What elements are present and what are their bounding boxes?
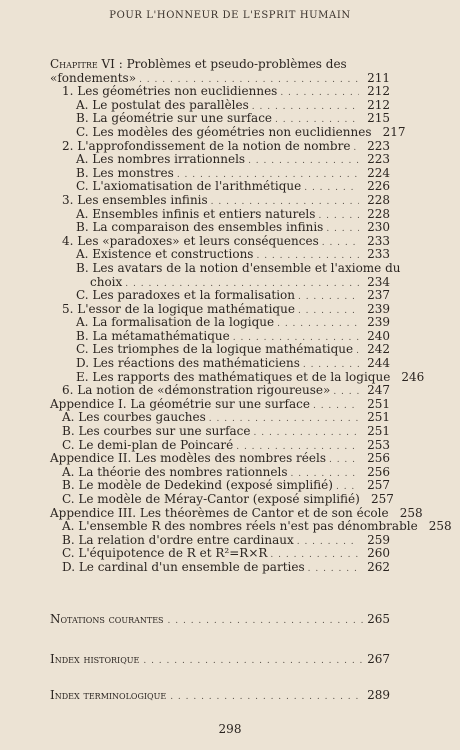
toc-entry-page: 230	[367, 220, 390, 235]
toc-entry	[50, 112, 390, 126]
toc-entry	[50, 343, 390, 357]
toc-entry-title: A. Les courbes gauches	[62, 410, 206, 425]
toc-entry-title: A. L'ensemble R des nombres réels n'est pas dénombrable	[62, 519, 418, 534]
toc-entry-page: 246	[401, 369, 425, 384]
toc-entry	[50, 369, 425, 385]
toc-entry	[50, 167, 390, 181]
toc-entry	[50, 411, 390, 425]
toc-entry	[50, 235, 390, 249]
leader-dots	[143, 656, 363, 666]
toc-entry-page: 237	[367, 288, 390, 303]
toc-entry-title: C. Le modèle de Méray-Cantor (exposé simplifié)	[62, 492, 360, 506]
toc-entry-title: choix	[90, 274, 123, 289]
toc-entry-title: B. La métamathématique	[76, 328, 230, 343]
toc-entry	[50, 72, 390, 86]
toc-entry	[50, 316, 390, 330]
toc-entry-page: 211	[367, 70, 390, 85]
toc-entry	[50, 479, 390, 493]
toc-entry	[50, 425, 390, 439]
toc-entry-page: 258	[399, 505, 423, 520]
toc-entry	[50, 466, 390, 480]
toc-entry	[50, 260, 401, 276]
toc-entry-title: C. Les modèles des géométries non euclidiennes	[76, 124, 372, 139]
toc-entry-page: 226	[367, 179, 390, 194]
toc-entry-title: Appendice III. Les théorèmes de Cantor et de son école	[50, 505, 389, 520]
toc-entry-page: 251	[367, 396, 390, 411]
toc-extra-index-historique	[50, 652, 390, 666]
leader-dots	[168, 616, 364, 626]
toc-entry	[50, 534, 390, 548]
toc-entry-title: B. Les monstres	[76, 165, 174, 180]
toc-entry-title: 5. L'essor de la logique mathématique	[62, 301, 295, 316]
toc-entry-page: 224	[367, 165, 390, 180]
toc-entry-title: A. Le postulat des parallèles	[76, 97, 249, 112]
toc-entry-title: B. Les courbes sur une surface	[62, 424, 251, 439]
toc-entry	[50, 194, 390, 208]
toc-entry-title: Appendice I. La géométrie sur une surface	[50, 396, 310, 411]
toc-entry-page: 233	[367, 247, 390, 262]
toc-entry-page: 239	[367, 315, 390, 330]
toc-entry	[50, 124, 406, 140]
toc-entry-title: 2. L'approfondissement de la notion de nombre	[62, 138, 351, 153]
toc-entry-page: 258	[428, 519, 452, 534]
toc-entry-page: 212	[367, 97, 390, 112]
toc-entry	[50, 519, 452, 534]
toc-entry-title: C. Les paradoxes et la formalisation	[76, 288, 295, 303]
toc-entry-page: 251	[367, 424, 390, 439]
toc-entry	[50, 357, 390, 371]
toc-entry-title: A. Existence et constructions	[76, 247, 254, 262]
toc-entry-page: 242	[367, 342, 390, 357]
toc-entry	[50, 384, 390, 398]
toc-entry-title: C. L'axiomatisation de l'arithmétique	[76, 179, 302, 194]
toc-entry-page: 217	[382, 124, 406, 139]
toc-entry-page: 212	[367, 84, 390, 99]
toc-entry-page: 223	[367, 152, 390, 167]
toc-entry-title: C. L'équipotence de R et R²=R×R	[62, 546, 268, 561]
toc-entry-page: 233	[367, 233, 390, 248]
running-header: POUR L'HONNEUR DE L'ESPRIT HUMAIN	[109, 10, 351, 21]
toc-entry-page: 256	[367, 464, 390, 479]
toc-entry-page: 253	[367, 437, 390, 452]
toc-entry	[50, 208, 390, 222]
toc-extra-label: Notations courantes	[50, 612, 164, 626]
toc-extra-page: 289	[367, 688, 390, 702]
toc-entry	[50, 180, 390, 194]
toc-entry-title: B. La comparaison des ensembles infinis	[76, 220, 324, 235]
toc-entry-page: 256	[367, 451, 390, 466]
toc-entry-title: B. Le modèle de Dedekind (exposé simplifié)	[62, 478, 333, 493]
toc-entry-page: 260	[367, 546, 390, 561]
toc-entry-page: 228	[367, 192, 390, 207]
toc-entry	[50, 58, 390, 72]
toc-entry	[50, 276, 390, 290]
toc-entry-page: 215	[367, 111, 390, 126]
toc-entry-title: B. La géométrie sur une surface	[76, 111, 273, 126]
toc-entry-title: E. Les rapports des mathématiques et de la logique	[76, 369, 391, 384]
chapter-word: Chapitre	[50, 57, 98, 71]
toc-entry	[50, 492, 394, 507]
toc-entry-title: C. Le demi-plan de Poincaré	[62, 437, 234, 452]
leader-dots	[308, 563, 359, 577]
toc-entry-page: 257	[367, 478, 390, 493]
toc-entry-title: Appendice II. Les modèles des nombres réels	[50, 451, 326, 466]
toc-entry-title: A. Ensembles infinis et entiers naturels	[76, 206, 316, 221]
table-of-contents	[50, 57, 452, 575]
toc-entry	[50, 140, 390, 154]
toc-entry	[50, 398, 390, 412]
toc-entry	[50, 303, 390, 317]
toc-extra-label: Index historique	[50, 652, 140, 666]
toc-entry	[50, 439, 390, 453]
toc-entry-title: «fondements»	[50, 70, 137, 85]
toc-entry-title: B. Les avatars de la notion d'ensemble et l'axiome du	[76, 260, 401, 275]
toc-entry	[50, 153, 390, 167]
toc-entry	[50, 547, 390, 561]
toc-entry	[50, 221, 390, 235]
toc-entry	[50, 452, 390, 466]
toc-entry	[50, 289, 390, 303]
toc-entry-title: A. Les nombres irrationnels	[76, 152, 246, 167]
toc-extra-notations	[50, 612, 390, 626]
toc-extra-index-terminologique	[50, 688, 390, 702]
toc-entry-page: 234	[367, 274, 390, 289]
toc-entry-title: D. Les réactions des mathématiciens	[76, 356, 300, 371]
toc-entry	[50, 85, 390, 99]
toc-entry	[50, 330, 390, 344]
toc-entry-page: 259	[367, 532, 390, 547]
toc-entry-page: 228	[367, 206, 390, 221]
toc-entry-title: Chapitre VI : Problèmes et pseudo-problèmes des	[50, 57, 347, 71]
toc-entry-page: 244	[367, 356, 390, 371]
toc-entry-title: 6. La notion de «démonstration rigoureuse»	[62, 383, 331, 398]
toc-entry-page: 247	[367, 383, 390, 398]
toc-entry	[50, 561, 390, 575]
toc-entry-title: C. Les triomphes de la logique mathématique	[76, 342, 354, 357]
toc-entry-title: D. Le cardinal d'un ensemble de parties	[62, 559, 305, 574]
toc-entry-page: 257	[370, 492, 394, 506]
toc-entry-page: 240	[367, 328, 390, 343]
toc-entry-title: A. La formalisation de la logique	[76, 315, 275, 330]
toc-extra-page: 265	[367, 612, 390, 626]
toc-entry-title: A. La théorie des nombres rationnels	[62, 464, 288, 479]
toc-extra-label: Index terminologique	[50, 688, 167, 702]
toc-entry-title: 1. Les géométries non euclidiennes	[62, 84, 278, 99]
toc-entry	[50, 248, 390, 262]
toc-entry-title: 3. Les ensembles infinis	[62, 192, 208, 207]
page-number: 298	[218, 722, 242, 736]
toc-entry	[50, 505, 423, 521]
toc-entry-page: 262	[367, 559, 390, 574]
toc-entry-page: 223	[367, 138, 390, 153]
toc-entry	[50, 99, 390, 113]
toc-entry-page: 239	[367, 301, 390, 316]
toc-extra-page: 267	[367, 652, 390, 666]
toc-entry-title: 4. Les «paradoxes» et leurs conséquences	[62, 233, 319, 248]
leader-dots	[170, 692, 363, 702]
toc-entry-title: B. La relation d'ordre entre cardinaux	[62, 532, 294, 547]
toc-entry-page: 251	[367, 410, 390, 425]
